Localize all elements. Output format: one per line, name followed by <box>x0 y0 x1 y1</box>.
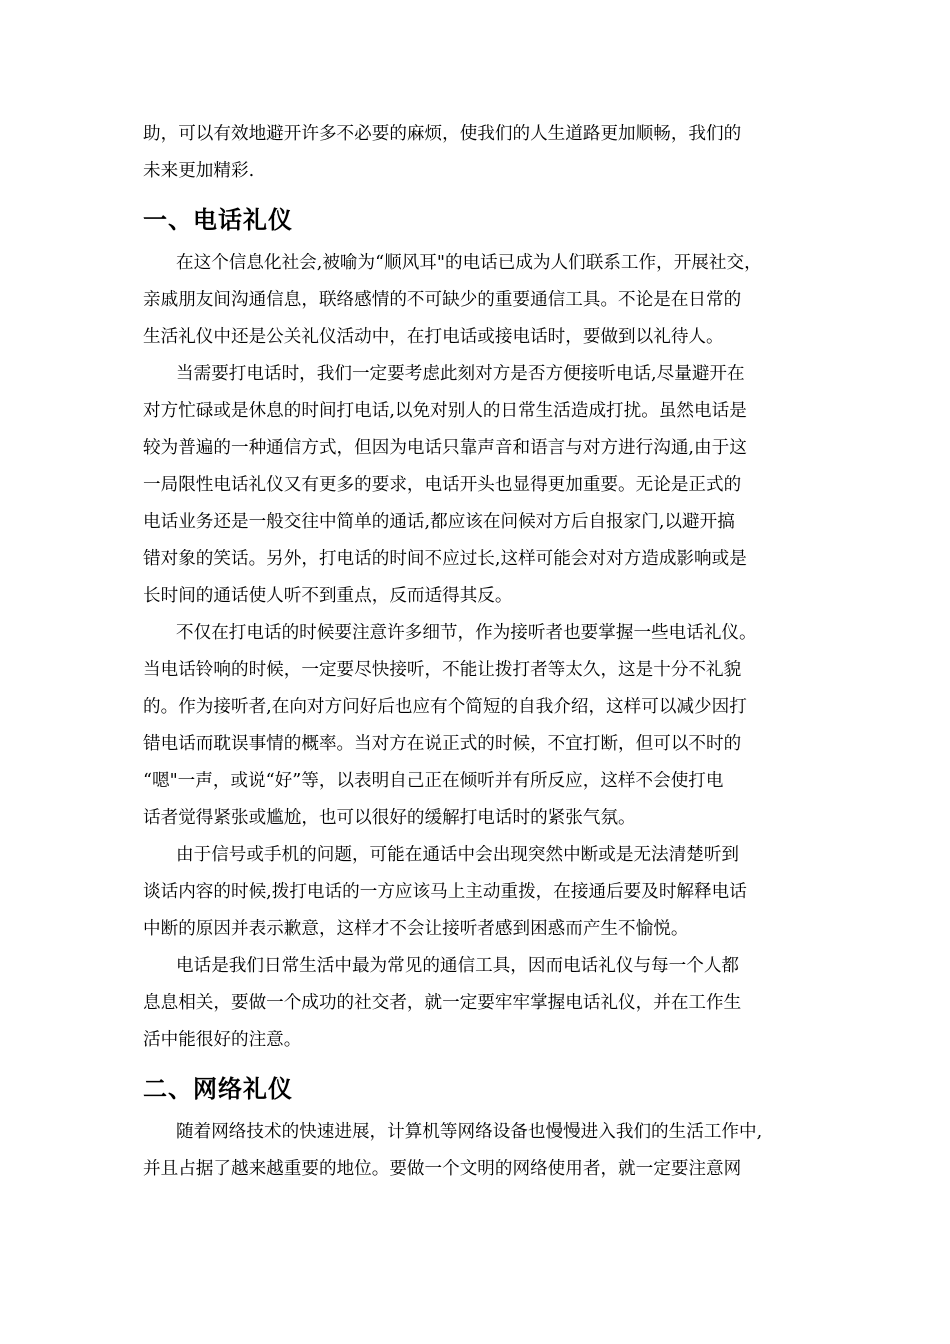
paragraph-line: 当需要打电话时，我们一定要考虑此刻对方是否方便接听电话,尽量避开在 <box>176 364 745 384</box>
section-heading-network-etiquette: 二、网络礼仪 <box>143 1075 293 1103</box>
section-heading-telephone-etiquette: 一、电话礼仪 <box>143 206 293 234</box>
paragraph-line: 错电话而耽误事情的概率。当对方在说正式的时候，不宜打断，但可以不时的 <box>143 734 742 754</box>
paragraph-line: 对方忙碌或是休息的时间打电话,以免对别人的日常生活造成打扰。虽然电话是 <box>143 401 747 421</box>
paragraph-line: 当电话铃响的时候，一定要尽快接听，不能让拨打者等太久，这是十分不礼貌 <box>143 660 742 680</box>
paragraph <box>143 1114 807 1188</box>
paragraph-line: 不仅在打电话的时候要注意许多细节，作为接听者也要掌握一些电话礼仪。 <box>176 623 757 643</box>
paragraph-line: 的。作为接听者,在向对方问好后也应有个简短的自我介绍，这样可以减少因打 <box>143 697 747 717</box>
paragraph-line: 息息相关，要做一个成功的社交者，就一定要牢牢掌握电话礼仪，并在工作生 <box>143 993 742 1013</box>
paragraph-line: 电话业务还是一般交往中简单的通话,都应该在问候对方后自报家门,以避开搞 <box>143 512 735 532</box>
intro-line-2: 未来更加精彩. <box>143 161 255 181</box>
paragraph <box>143 356 807 615</box>
paragraph-line: 由于信号或手机的问题，可能在通话中会出现突然中断或是无法清楚听到 <box>176 845 740 865</box>
paragraph-line: 错对象的笑话。另外，打电话的时间不应过长,这样可能会对对方造成影响或是 <box>143 549 747 569</box>
paragraph-line: 一局限性电话礼仪又有更多的要求，电话开头也显得更加重要。无论是正式的 <box>143 475 742 495</box>
paragraph <box>143 245 807 356</box>
intro-line-1: 助，可以有效地避开许多不必要的麻烦，使我们的人生道路更加顺畅，我们的 <box>143 124 742 144</box>
paragraph-line: 较为普遍的一种通信方式，但因为电话只靠声音和语言与对方进行沟通,由于这 <box>143 438 747 458</box>
paragraph-line: 亲戚朋友间沟通信息，联络感情的不可缺少的重要通信工具。不论是在日常的 <box>143 290 742 310</box>
paragraph-line: 中断的原因并表示歉意，这样才不会让接听者感到困惑而产生不愉悦。 <box>143 919 689 939</box>
paragraph-line: “嗯"一声，或说“好”等，以表明自己正在倾听并有所反应，这样不会使打电 <box>143 771 724 791</box>
paragraph-line: 生活礼仪中还是公关礼仪活动中，在打电话或接电话时，要做到以礼待人。 <box>143 327 724 347</box>
paragraph-line: 并且占据了越来越重要的地位。要做一个文明的网络使用者，就一定要注意网 <box>143 1159 742 1179</box>
paragraph-line: 活中能很好的注意。 <box>143 1030 302 1050</box>
paragraph-line: 在这个信息化社会,被喻为“顺风耳"的电话已成为人们联系工作，开展社交， <box>176 253 762 273</box>
paragraph-line: 随着网络技术的快速进展，计算机等网络设备也慢慢进入我们的生活工作中, <box>176 1122 763 1142</box>
paragraph <box>143 948 807 1059</box>
document-body <box>143 116 807 1188</box>
paragraph-line: 电话是我们日常生活中最为常见的通信工具，因而电话礼仪与每一个人都 <box>176 956 740 976</box>
paragraph <box>143 837 807 948</box>
paragraph <box>143 615 807 837</box>
paragraph-line: 谈话内容的时候,拨打电话的一方应该马上主动重拨，在接通后要及时解释电话 <box>143 882 747 902</box>
paragraph-line: 话者觉得紧张或尴尬，也可以很好的缓解打电话时的紧张气氛。 <box>143 808 636 828</box>
paragraph-line: 长时间的通话使人听不到重点，反而适得其反。 <box>143 586 513 606</box>
